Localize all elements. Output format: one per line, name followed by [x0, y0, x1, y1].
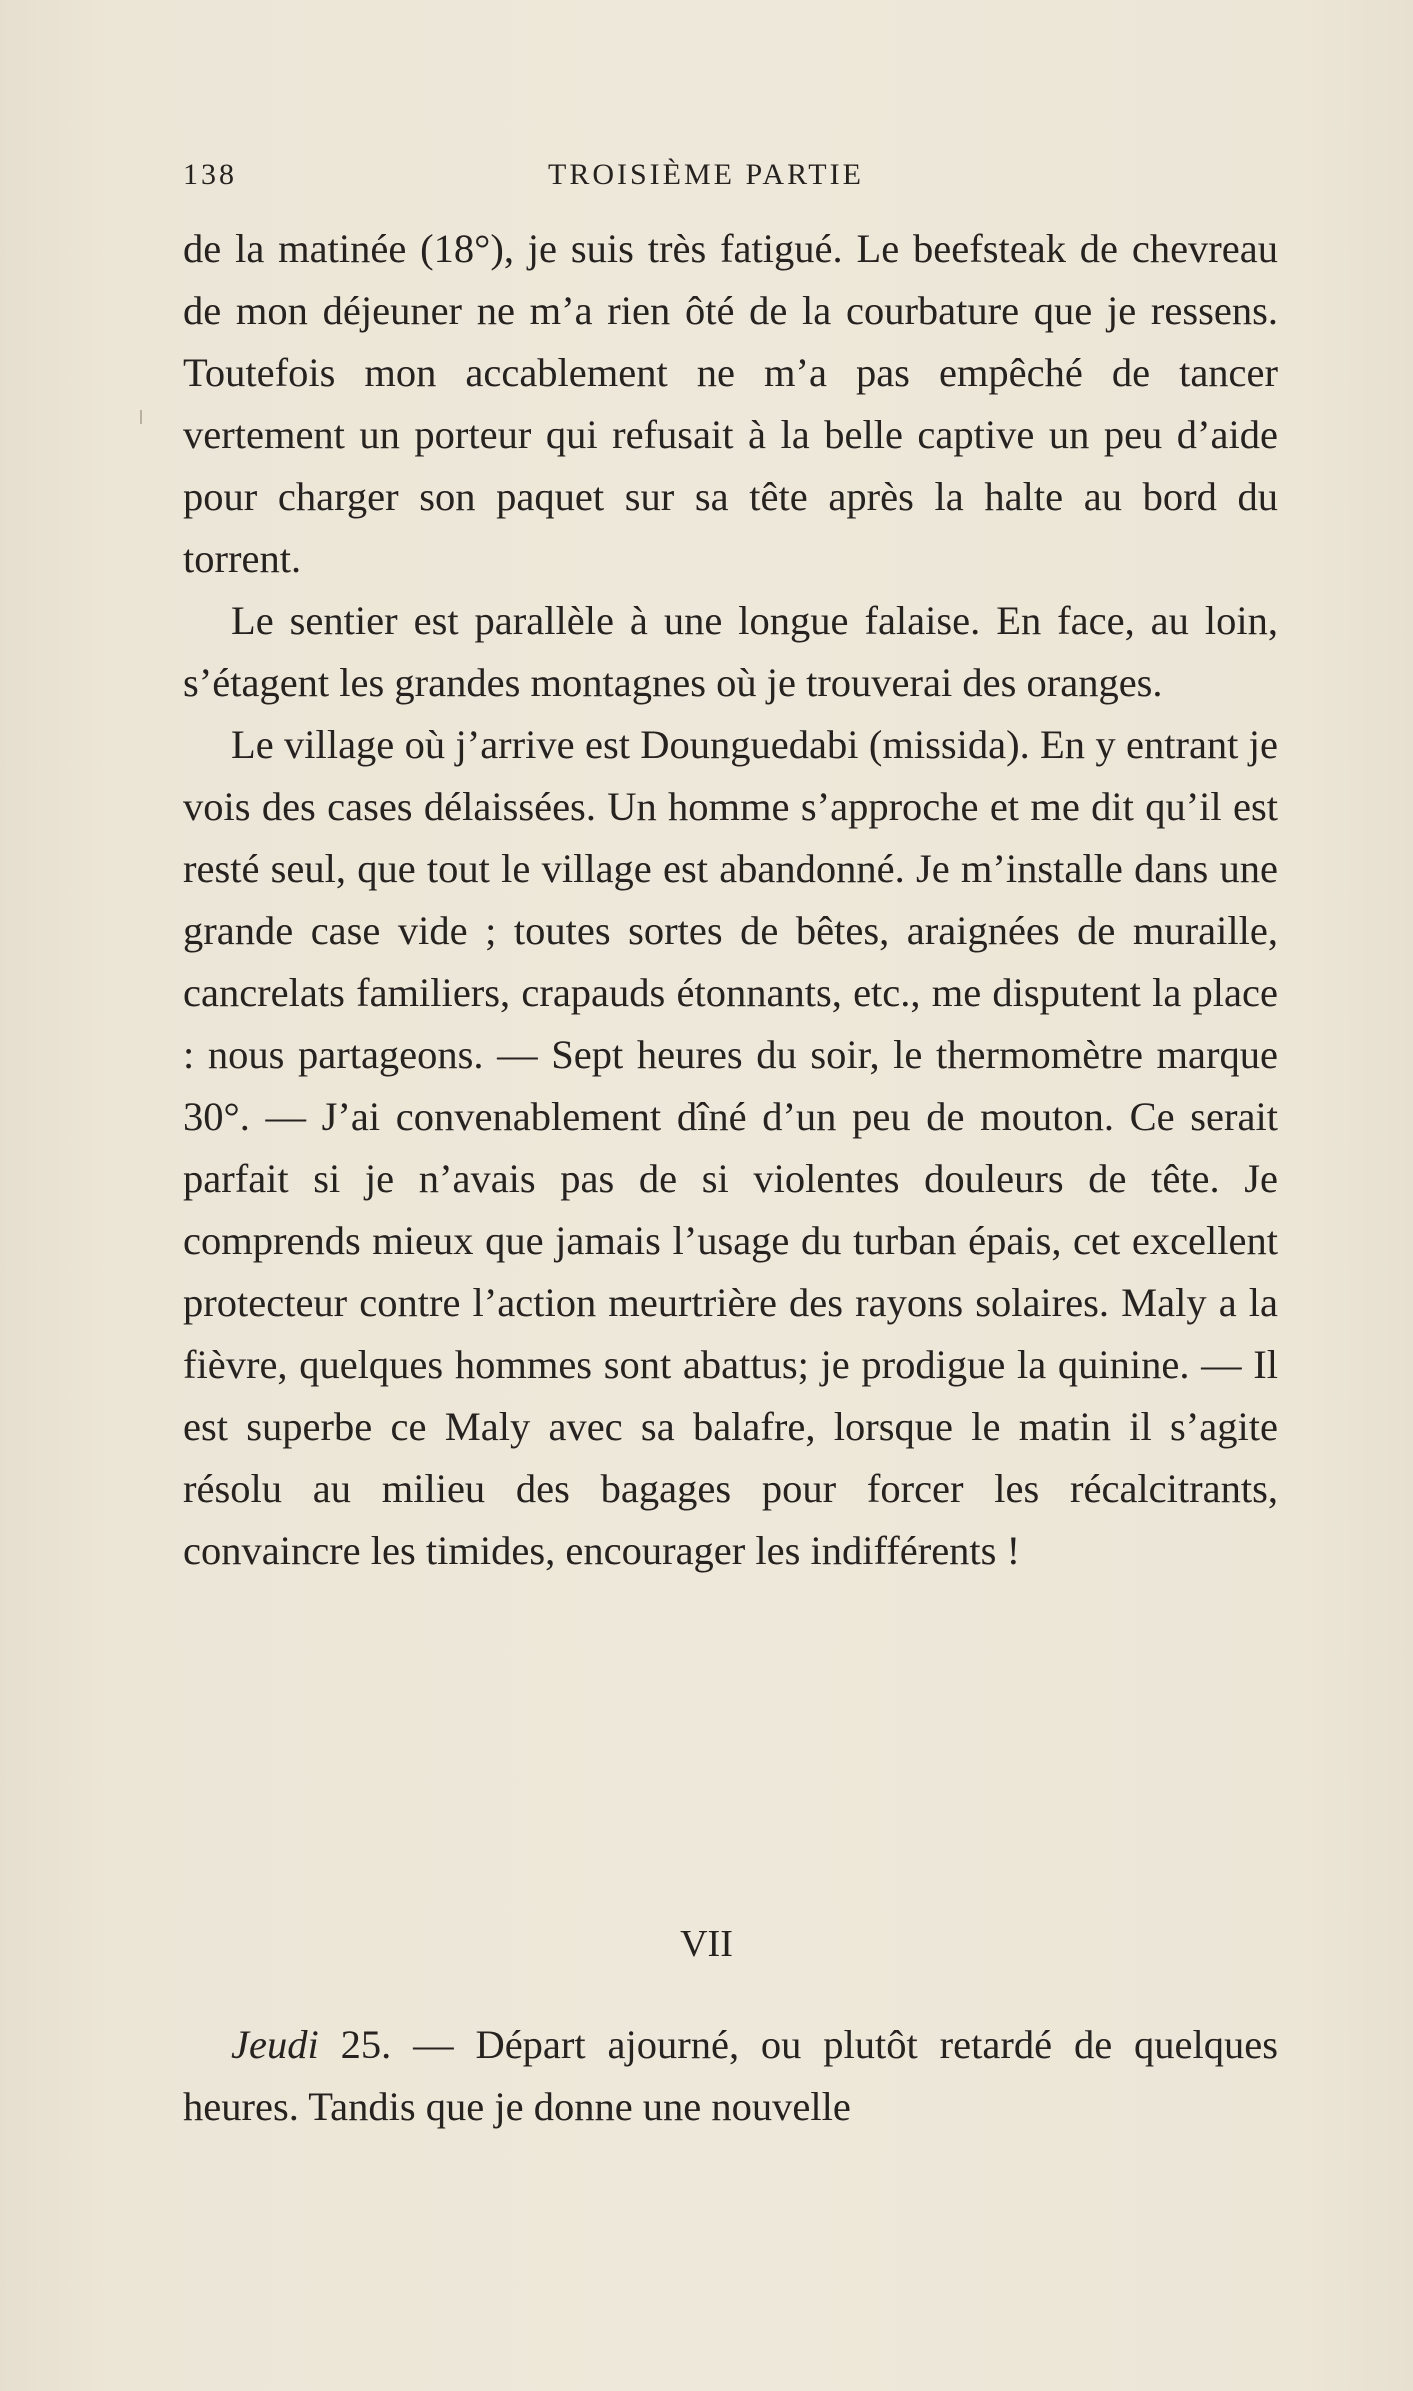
running-head [183, 155, 1273, 195]
running-title: TROISIÈME PARTIE [548, 158, 864, 191]
paragraph: Le village où j’arrive est Dounguedabi (missida). En y entrant je vois des cases délaissées. Un homme s’approche et me dit qu’il est resté seul, que tout le village est abandonné. Je m’installe dans une grande case vide ; toutes sortes de bêtes, araignées de muraille, cancrelats familiers, crapauds étonnants, etc., me disputent la place : nous partageons. — Sept heures du soir, le thermomètre marque 30°. — J’ai convenablement dîné d’un peu de mouton. Ce serait parfait si je n’avais pas de si violentes douleurs de tête. Je comprends mieux que jamais l’usage du turban épais, cet excellent protecteur contre l’action meurtrière des rayons solaires. Maly a la fièvre, quelques hommes sont abattus; je prodigue la quinine. — Il est superbe ce Maly avec sa balafre, lorsque le matin il s’agite résolu au milieu des bagages pour forcer les récalcitrants, convaincre les timides, encourager les indifférents ! [183, 722, 1278, 1573]
day-label: Jeudi [231, 2022, 319, 2067]
margin-mark [140, 410, 142, 424]
section-opening-text: 25. — Départ ajourné, ou plutôt retardé de quelques heures. Tandis que je donne une nouvelle [183, 2022, 1278, 2129]
section-text [183, 2014, 1278, 2138]
section-opening-paragraph [183, 2014, 1278, 2138]
paragraph-continued: de la matinée (18°), je suis très fatigué. Le beefsteak de chevreau de mon déjeuner ne m’a rien ôté de la courbature que je ressens. Toutefois mon accablement ne m’a pas empêché de tancer vertement un porteur qui refusait à la belle captive un peu d’aide pour charger son paquet sur sa tête après la halte au bord du torrent. [183, 226, 1278, 581]
main-text [183, 218, 1278, 1582]
section-number: VII [680, 1923, 733, 1965]
page-number: 138 [183, 158, 237, 191]
paragraph: Le sentier est parallèle à une longue falaise. En face, au loin, s’étagent les grandes montagnes où je trouverai des oranges. [183, 598, 1278, 705]
